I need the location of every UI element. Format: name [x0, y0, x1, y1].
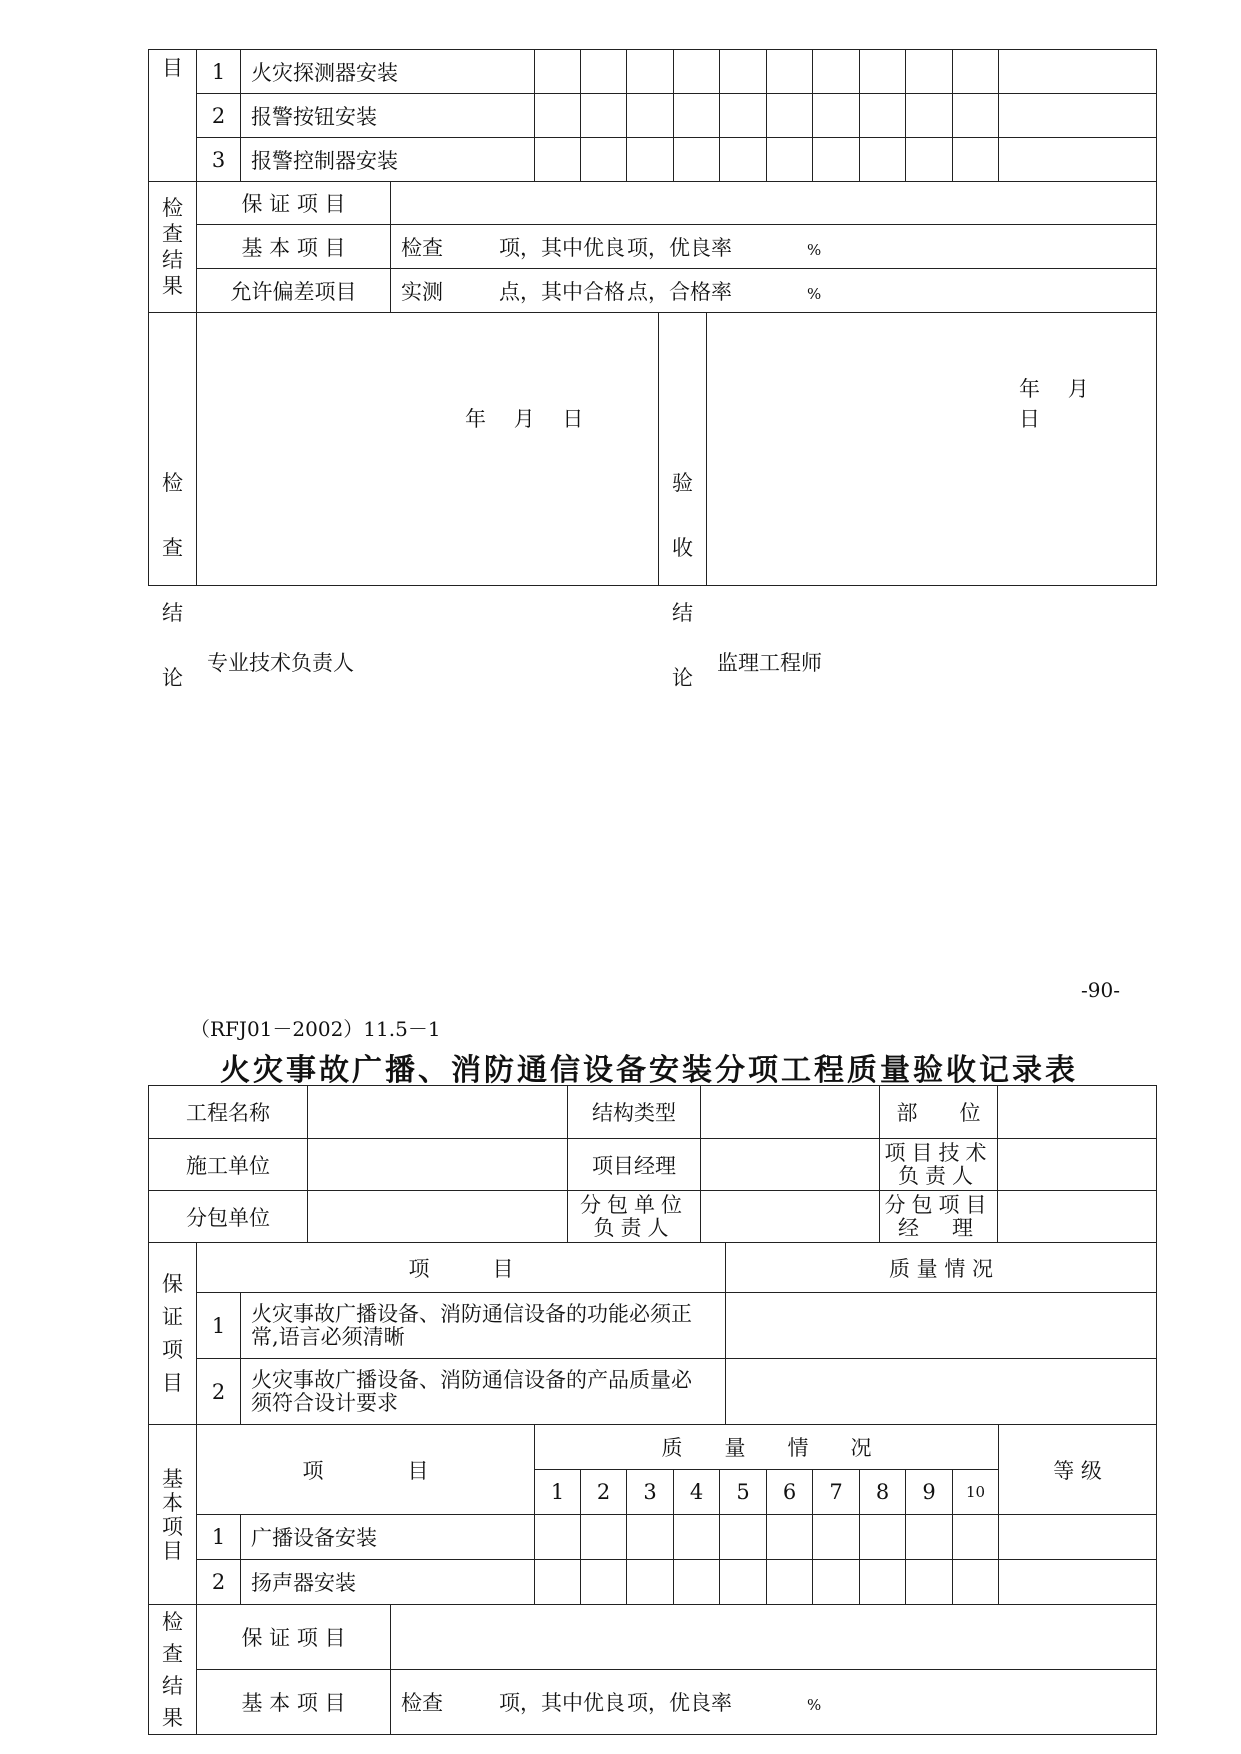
- check-result-side-label: 检 查 结 果: [149, 182, 197, 313]
- item-name: 报警按钮安装: [241, 94, 535, 138]
- quality-cell[interactable]: [581, 1515, 627, 1560]
- project-manager-field[interactable]: [701, 1139, 880, 1191]
- structure-type-label: 结构类型: [568, 1086, 701, 1139]
- guarantee-result-cell[interactable]: [391, 182, 1157, 225]
- check-conclusion-side-label: 检 查 结 论: [149, 313, 197, 586]
- project-name-field[interactable]: [308, 1086, 568, 1139]
- guarantee-side-label: 保 证 项 目: [149, 1243, 197, 1425]
- top-table: [148, 49, 1157, 313]
- basic-side-label: 基 本 项 目: [149, 1425, 197, 1605]
- quality-cell[interactable]: [906, 94, 953, 138]
- sub-lead-label: 分包单位 负责人: [568, 1191, 701, 1243]
- quality-cell[interactable]: [627, 94, 674, 138]
- quality-cell[interactable]: [953, 138, 999, 182]
- quality-cell[interactable]: [813, 50, 860, 94]
- quality-cell[interactable]: [953, 1515, 999, 1560]
- sub-manager-field[interactable]: [998, 1191, 1157, 1243]
- quality-cell[interactable]: [627, 1560, 674, 1605]
- quality-cell[interactable]: [720, 138, 767, 182]
- basic-no: 1: [197, 1515, 241, 1560]
- quality-cell[interactable]: [720, 1515, 767, 1560]
- bottom-basic-label: 基 本 项 目: [197, 1670, 391, 1735]
- quality-cell[interactable]: [813, 94, 860, 138]
- quality-cell[interactable]: [860, 1560, 906, 1605]
- sub-manager-label: 分包项目 经 理: [880, 1191, 998, 1243]
- quality-cell[interactable]: [767, 94, 813, 138]
- subcontractor-label: 分包单位: [149, 1191, 308, 1243]
- grade-cell[interactable]: [999, 1560, 1157, 1605]
- form-title: 火灾事故广播、消防通信设备安装分项工程质量验收记录表: [220, 1053, 1078, 1088]
- guarantee-no: 1: [197, 1293, 241, 1359]
- acceptance-conclusion-area[interactable]: [707, 313, 1157, 675]
- guarantee-no: 2: [197, 1359, 241, 1425]
- quality-cell[interactable]: [535, 1515, 581, 1560]
- acceptance-conclusion-side-label: 验 收 结 论: [659, 313, 707, 586]
- quality-cell[interactable]: [581, 138, 627, 182]
- quality-col-number: 4: [674, 1470, 720, 1515]
- quality-col-number: 1: [535, 1470, 581, 1515]
- quality-cell[interactable]: [581, 94, 627, 138]
- item-no: 3: [197, 138, 241, 182]
- quality-col-number: 2: [581, 1470, 627, 1515]
- quality-cell[interactable]: [906, 138, 953, 182]
- contractor-label: 施工单位: [149, 1139, 308, 1191]
- bottom-basic-result-text: 检查 项，其中优良项，优良率 %: [391, 1670, 1157, 1735]
- quality-cell[interactable]: [535, 1560, 581, 1605]
- supervisor-signer: 监理工程师: [717, 651, 822, 675]
- guarantee-label: 保 证 项 目: [197, 182, 391, 225]
- grade-cell[interactable]: [999, 94, 1157, 138]
- basic-item-name: 扬声器安装: [241, 1560, 535, 1605]
- location-label: 部 位: [880, 1086, 998, 1139]
- quality-cell[interactable]: [953, 1560, 999, 1605]
- quality-cell[interactable]: [860, 50, 906, 94]
- item-no: 1: [197, 50, 241, 94]
- quality-cell[interactable]: [813, 1515, 860, 1560]
- guarantee-item-text: 火灾事故广播设备、消防通信设备的产品质量必 须符合设计要求: [241, 1359, 726, 1425]
- project-name-label: 工程名称: [149, 1086, 308, 1139]
- quality-cell[interactable]: [627, 138, 674, 182]
- bottom-guarantee-label: 保 证 项 目: [197, 1605, 391, 1670]
- quality-cell[interactable]: [767, 1560, 813, 1605]
- quality-cell[interactable]: [953, 50, 999, 94]
- quality-cell[interactable]: [674, 1560, 720, 1605]
- grade-cell[interactable]: [999, 1515, 1157, 1560]
- quality-cell[interactable]: [674, 94, 720, 138]
- location-field[interactable]: [998, 1086, 1157, 1139]
- subcontractor-field[interactable]: [308, 1191, 568, 1243]
- quality-col-number: 5: [720, 1470, 767, 1515]
- guarantee-item-text: 火灾事故广播设备、消防通信设备的功能必须正 常,语言必须清晰: [241, 1293, 726, 1359]
- guarantee-table: [148, 1242, 1157, 1425]
- quality-cell[interactable]: [813, 138, 860, 182]
- bottom-result-side-label: 检 查 结 果: [149, 1605, 197, 1735]
- guarantee-quality-cell[interactable]: [726, 1359, 1157, 1425]
- guarantee-quality-header: 质 量 情 况: [726, 1243, 1157, 1293]
- quality-cell[interactable]: [767, 1515, 813, 1560]
- quality-cell[interactable]: [535, 50, 581, 94]
- basic-quality-header: 质 量 情 况: [535, 1425, 999, 1470]
- quality-cell[interactable]: [627, 50, 674, 94]
- grade-header: 等 级: [999, 1425, 1157, 1515]
- guarantee-quality-cell[interactable]: [726, 1293, 1157, 1359]
- basic-label: 基 本 项 目: [197, 225, 391, 269]
- bottom-result-table: [148, 1604, 1157, 1735]
- quality-cell[interactable]: [767, 138, 813, 182]
- sub-lead-field[interactable]: [701, 1191, 880, 1243]
- quality-cell[interactable]: [535, 94, 581, 138]
- quality-cell[interactable]: [674, 50, 720, 94]
- check-conclusion-area[interactable]: [197, 313, 659, 675]
- item-no: 2: [197, 94, 241, 138]
- item-side-label: 目: [149, 50, 197, 182]
- tech-lead-field[interactable]: [998, 1139, 1157, 1191]
- basic-no: 2: [197, 1560, 241, 1605]
- quality-cell[interactable]: [674, 138, 720, 182]
- quality-col-number: 7: [813, 1470, 860, 1515]
- quality-cell[interactable]: [627, 1515, 674, 1560]
- date-line: 年 月 日: [1019, 377, 1089, 431]
- form-code: （RFJ01－2002）11.5－1: [190, 1017, 441, 1041]
- quality-cell[interactable]: [860, 138, 906, 182]
- quality-cell[interactable]: [720, 50, 767, 94]
- basic-result-text: 检查 项，其中优良项，优良率 %: [391, 225, 1157, 269]
- quality-cell[interactable]: [906, 50, 953, 94]
- quality-col-number: 3: [627, 1470, 674, 1515]
- contractor-field[interactable]: [308, 1139, 568, 1191]
- quality-col-number: 8: [860, 1470, 906, 1515]
- quality-cell[interactable]: [906, 1515, 953, 1560]
- quality-cell[interactable]: [813, 1560, 860, 1605]
- page-number: -90-: [1081, 978, 1120, 1002]
- quality-cell[interactable]: [953, 94, 999, 138]
- project-manager-label: 项目经理: [568, 1139, 701, 1191]
- quality-col-number: 9: [906, 1470, 953, 1515]
- quality-col-number: 6: [767, 1470, 813, 1515]
- header-table: [148, 1085, 1157, 1243]
- tolerance-label: 允许偏差项目: [197, 269, 391, 313]
- basic-item-name: 广播设备安装: [241, 1515, 535, 1560]
- quality-cell[interactable]: [581, 50, 627, 94]
- bottom-guarantee-result-cell[interactable]: [391, 1605, 1157, 1670]
- structure-type-field[interactable]: [701, 1086, 880, 1139]
- conclusion-table: [148, 312, 1157, 690]
- quality-cell[interactable]: [674, 1515, 720, 1560]
- quality-cell[interactable]: [535, 138, 581, 182]
- quality-cell[interactable]: [860, 94, 906, 138]
- quality-cell[interactable]: [860, 1515, 906, 1560]
- basic-table: [148, 1424, 1157, 1605]
- tech-lead-signer: 专业技术负责人: [207, 651, 354, 675]
- date-line: 年 月 日: [465, 407, 584, 431]
- quality-cell[interactable]: [720, 94, 767, 138]
- item-name: 报警控制器安装: [241, 138, 535, 182]
- tolerance-result-text: 实测 点，其中合格点，合格率 %: [391, 269, 1157, 313]
- quality-cell[interactable]: [720, 1560, 767, 1605]
- guarantee-item-header: 项 目: [197, 1243, 726, 1293]
- quality-cell[interactable]: [767, 50, 813, 94]
- grade-cell[interactable]: [999, 138, 1157, 182]
- basic-item-header: 项 目: [197, 1425, 535, 1515]
- quality-cell[interactable]: [581, 1560, 627, 1605]
- tech-lead-label: 项目技术 负责人: [880, 1139, 998, 1191]
- quality-cell[interactable]: [906, 1560, 953, 1605]
- item-name: 火灾探测器安装: [241, 50, 535, 94]
- grade-cell[interactable]: [999, 50, 1157, 94]
- quality-col-number: 10: [953, 1470, 999, 1515]
